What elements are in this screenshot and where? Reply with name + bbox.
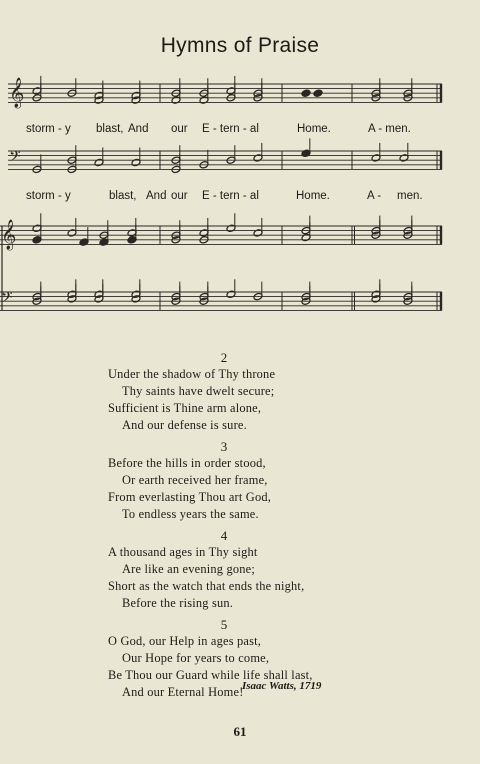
lyric-syllable: Home. bbox=[296, 190, 330, 202]
lyric-syllable: storm - y bbox=[26, 190, 71, 202]
verse-line: Under the shadow of Thy throne bbox=[108, 367, 276, 381]
verse-line: O God, our Help in ages past, bbox=[108, 634, 262, 648]
lyric-syllable: storm - y bbox=[26, 123, 71, 135]
lyric-syllable: A - bbox=[367, 190, 382, 202]
lyric-syllable: And bbox=[128, 123, 149, 135]
verse-line: And our defense is sure. bbox=[122, 418, 247, 432]
verse bbox=[108, 439, 408, 523]
lyric-syllable: E - tern - al bbox=[202, 123, 259, 135]
author-name: Isaac Watts, bbox=[242, 680, 297, 692]
clef-symbol: 𝄢 bbox=[1, 289, 13, 310]
verse-line: Our Hope for years to come, bbox=[122, 651, 270, 665]
attribution bbox=[242, 680, 321, 692]
lyric-syllable: men. bbox=[397, 190, 423, 202]
clef-symbol: 𝄞 bbox=[9, 78, 25, 108]
verse-line: Sufficient is Thine arm alone, bbox=[108, 401, 262, 415]
verse-line: From everlasting Thou art God, bbox=[108, 490, 272, 504]
music-score bbox=[0, 0, 480, 330]
verse bbox=[108, 528, 408, 612]
lyric-syllable: Home. bbox=[297, 123, 331, 135]
clefs bbox=[1, 77, 24, 310]
verse-line: Thy saints have dwelt secure; bbox=[122, 384, 275, 398]
verse-line: A thousand ages in Thy sight bbox=[108, 545, 258, 559]
author-year: 1719 bbox=[299, 680, 322, 692]
verse-line: Be Thou our Guard while life shall last, bbox=[108, 668, 313, 682]
verse-line: Before the rising sun. bbox=[122, 596, 234, 610]
verse-line: Short as the watch that ends the night, bbox=[108, 579, 305, 593]
lyric-syllable: blast, bbox=[109, 190, 137, 202]
verse bbox=[108, 350, 408, 434]
lyric-syllable: our bbox=[171, 123, 188, 135]
verse-line: To endless years the same. bbox=[122, 507, 259, 521]
clef-symbol: 𝄢 bbox=[9, 148, 21, 169]
lyric-syllable: blast, bbox=[96, 123, 124, 135]
verse-line: Are like an evening gone; bbox=[122, 562, 255, 576]
note-head bbox=[313, 89, 323, 97]
lyric-syllable: And bbox=[146, 190, 167, 202]
verse-number: 3 bbox=[220, 439, 228, 454]
clef-symbol: 𝄞 bbox=[1, 220, 17, 250]
verse-number: 5 bbox=[220, 617, 228, 632]
verses bbox=[108, 350, 408, 706]
verse-number: 2 bbox=[220, 350, 228, 365]
verse-line: Before the hills in order stood, bbox=[108, 456, 266, 470]
lyric-syllable: A - men. bbox=[368, 123, 411, 135]
lyric-syllable: E - tern - al bbox=[202, 190, 259, 202]
verse-number: 4 bbox=[220, 528, 228, 543]
note-head bbox=[301, 89, 311, 97]
verse-line: Or earth received her frame, bbox=[122, 473, 268, 487]
page-title: Hymns of Praise bbox=[160, 34, 320, 57]
lyric-syllable: our bbox=[171, 190, 188, 202]
page-number: 61 bbox=[233, 724, 247, 739]
verse-line: And our Eternal Home! bbox=[122, 685, 244, 699]
